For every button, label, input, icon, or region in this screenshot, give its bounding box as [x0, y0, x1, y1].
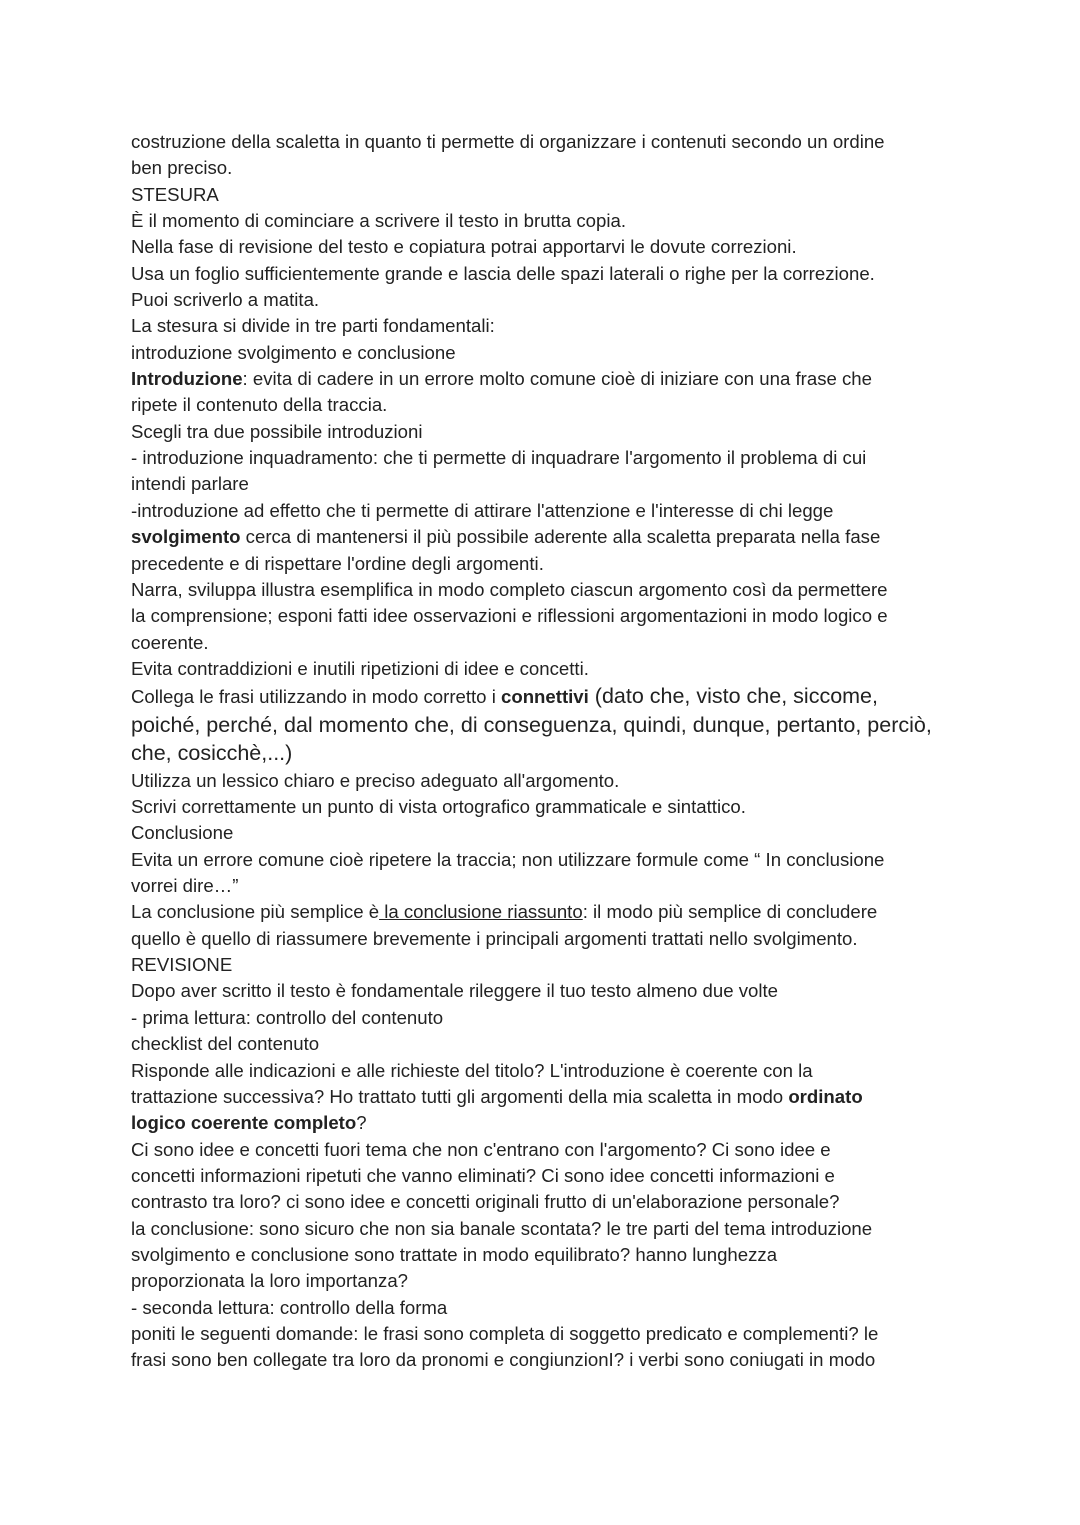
text-line: - prima lettura: controllo del contenuto: [131, 1006, 444, 1028]
text-span: : il modo più semplice di concludere: [582, 901, 878, 923]
document-page: [131, 129, 961, 1374]
text-line: Dopo aver scritto il testo è fondamentale rileggere il tuo testo almeno due volte: [131, 980, 779, 1002]
text-line: Scrivi correttamente un punto di vista ortografico grammaticale e sintattico.: [131, 796, 746, 818]
bold-term-logico: logico coerente completo: [131, 1112, 357, 1134]
bold-term-svolgimento: svolgimento: [131, 526, 241, 548]
text-line: Evita contraddizioni e inutili ripetizioni di idee e concetti.: [131, 657, 589, 679]
text-line: proporzionata la loro importanza?: [131, 1270, 408, 1292]
bold-term-introduzione: Introduzione: [131, 368, 243, 390]
text-line: [131, 1110, 961, 1136]
text-line: checklist del contenuto: [131, 1033, 320, 1055]
text-line: Scegli tra due possibile introduzioni: [131, 420, 423, 442]
text-line: contrasto tra loro? ci sono idee e concetti originali frutto di un'elaborazione personale?: [131, 1191, 840, 1213]
text-line: Ci sono idee e concetti fuori tema che non c'entrano con l'argomento? Ci sono idee e: [131, 1138, 831, 1160]
text-line: svolgimento e conclusione sono trattate in modo equilibrato? hanno lunghezza: [131, 1243, 778, 1265]
section-heading-revisione: REVISIONE: [131, 954, 233, 976]
text-line: Evita un errore comune cioè ripetere la traccia; non utilizzare formule come “ In conclusione: [131, 848, 885, 870]
text-line: quello è quello di riassumere brevemente i principali argomenti trattati nello svolgimento.: [131, 927, 858, 949]
underlined-term: la conclusione riassunto: [379, 901, 583, 923]
text-line: È il momento di cominciare a scrivere il testo in brutta copia.: [131, 210, 627, 232]
text-line: intendi parlare: [131, 473, 249, 495]
text-span: trattazione successiva? Ho trattato tutti gli argomenti della mia scaletta in modo: [131, 1085, 789, 1107]
text-line: Usa un foglio sufficientemente grande e lascia delle spazi laterali o righe per la correzione.: [131, 262, 875, 284]
text-line: La stesura si divide in tre parti fondamentali:: [131, 315, 495, 337]
text-line: Puoi scriverlo a matita.: [131, 289, 320, 311]
text-span: ?: [356, 1112, 367, 1134]
text-line: poniti le seguenti domande: le frasi sono completa di soggetto predicato e complementi? le: [131, 1322, 879, 1344]
text-line: [131, 1084, 961, 1110]
text-span: : evita di cadere in un errore molto comune cioè di iniziare con una frase che: [242, 368, 872, 390]
text-line: ripete il contenuto della traccia.: [131, 394, 388, 416]
bold-term-connettivi: connettivi: [501, 686, 589, 708]
text-line: la conclusione: sono sicuro che non sia banale scontata? le tre parti del tema introduzione: [131, 1217, 873, 1239]
text-line: concetti informazioni ripetuti che vanno eliminati? Ci sono idee concetti informazioni e: [131, 1164, 835, 1186]
text-line: ben preciso.: [131, 157, 233, 179]
text-line: [131, 682, 961, 711]
text-line: coerente.: [131, 631, 209, 653]
text-line: la comprensione; esponi fatti idee osservazioni e riflessioni argomentazioni in modo logico e: [131, 605, 888, 627]
text-line: costruzione della scaletta in quanto ti permette di organizzare i contenuti secondo un ordine: [131, 131, 885, 152]
bold-term-ordinato: ordinato: [788, 1085, 863, 1107]
text-line: introduzione svolgimento e conclusione: [131, 341, 456, 363]
text-line: che, cosicchè,...): [131, 741, 293, 766]
text-line: poiché, perché, dal momento che, di conseguenza, quindi, dunque, pertanto, perciò,: [131, 712, 932, 737]
text-line: [131, 366, 961, 392]
text-line: [131, 899, 961, 925]
text-line: vorrei dire…”: [131, 875, 239, 897]
text-line: -introduzione ad effetto che ti permette di attirare l'attenzione e l'interesse di chi legge: [131, 499, 834, 521]
text-line: Utilizza un lessico chiaro e preciso adeguato all'argomento.: [131, 769, 620, 791]
text-line: Narra, sviluppa illustra esemplifica in modo completo ciascun argomento così da permettere: [131, 578, 888, 600]
text-line: Nella fase di revisione del testo e copiatura potrai apportarvi le dovute correzioni.: [131, 236, 797, 258]
text-line: - seconda lettura: controllo della forma: [131, 1296, 448, 1318]
text-span: (dato che, visto che, siccome,: [588, 684, 878, 709]
text-line: [131, 524, 961, 550]
text-line: precedente e di rispettare l'ordine degli argomenti.: [131, 552, 544, 574]
section-heading-stesura: STESURA: [131, 183, 219, 205]
text-span: La conclusione più semplice è: [131, 901, 380, 923]
text-span: cerca di mantenersi il più possibile aderente alla scaletta preparata nella fase: [240, 526, 881, 548]
text-line: - introduzione inquadramento: che ti permette di inquadrare l'argomento il problema di cui: [131, 447, 867, 469]
text-span: Collega le frasi utilizzando in modo corretto i: [131, 686, 501, 708]
text-line: frasi sono ben collegate tra loro da pronomi e congiunzionI? i verbi sono coniugati in modo: [131, 1349, 876, 1371]
section-heading-conclusione: Conclusione: [131, 822, 234, 844]
text-line: Risponde alle indicazioni e alle richieste del titolo? L'introduzione è coerente con la: [131, 1059, 813, 1081]
